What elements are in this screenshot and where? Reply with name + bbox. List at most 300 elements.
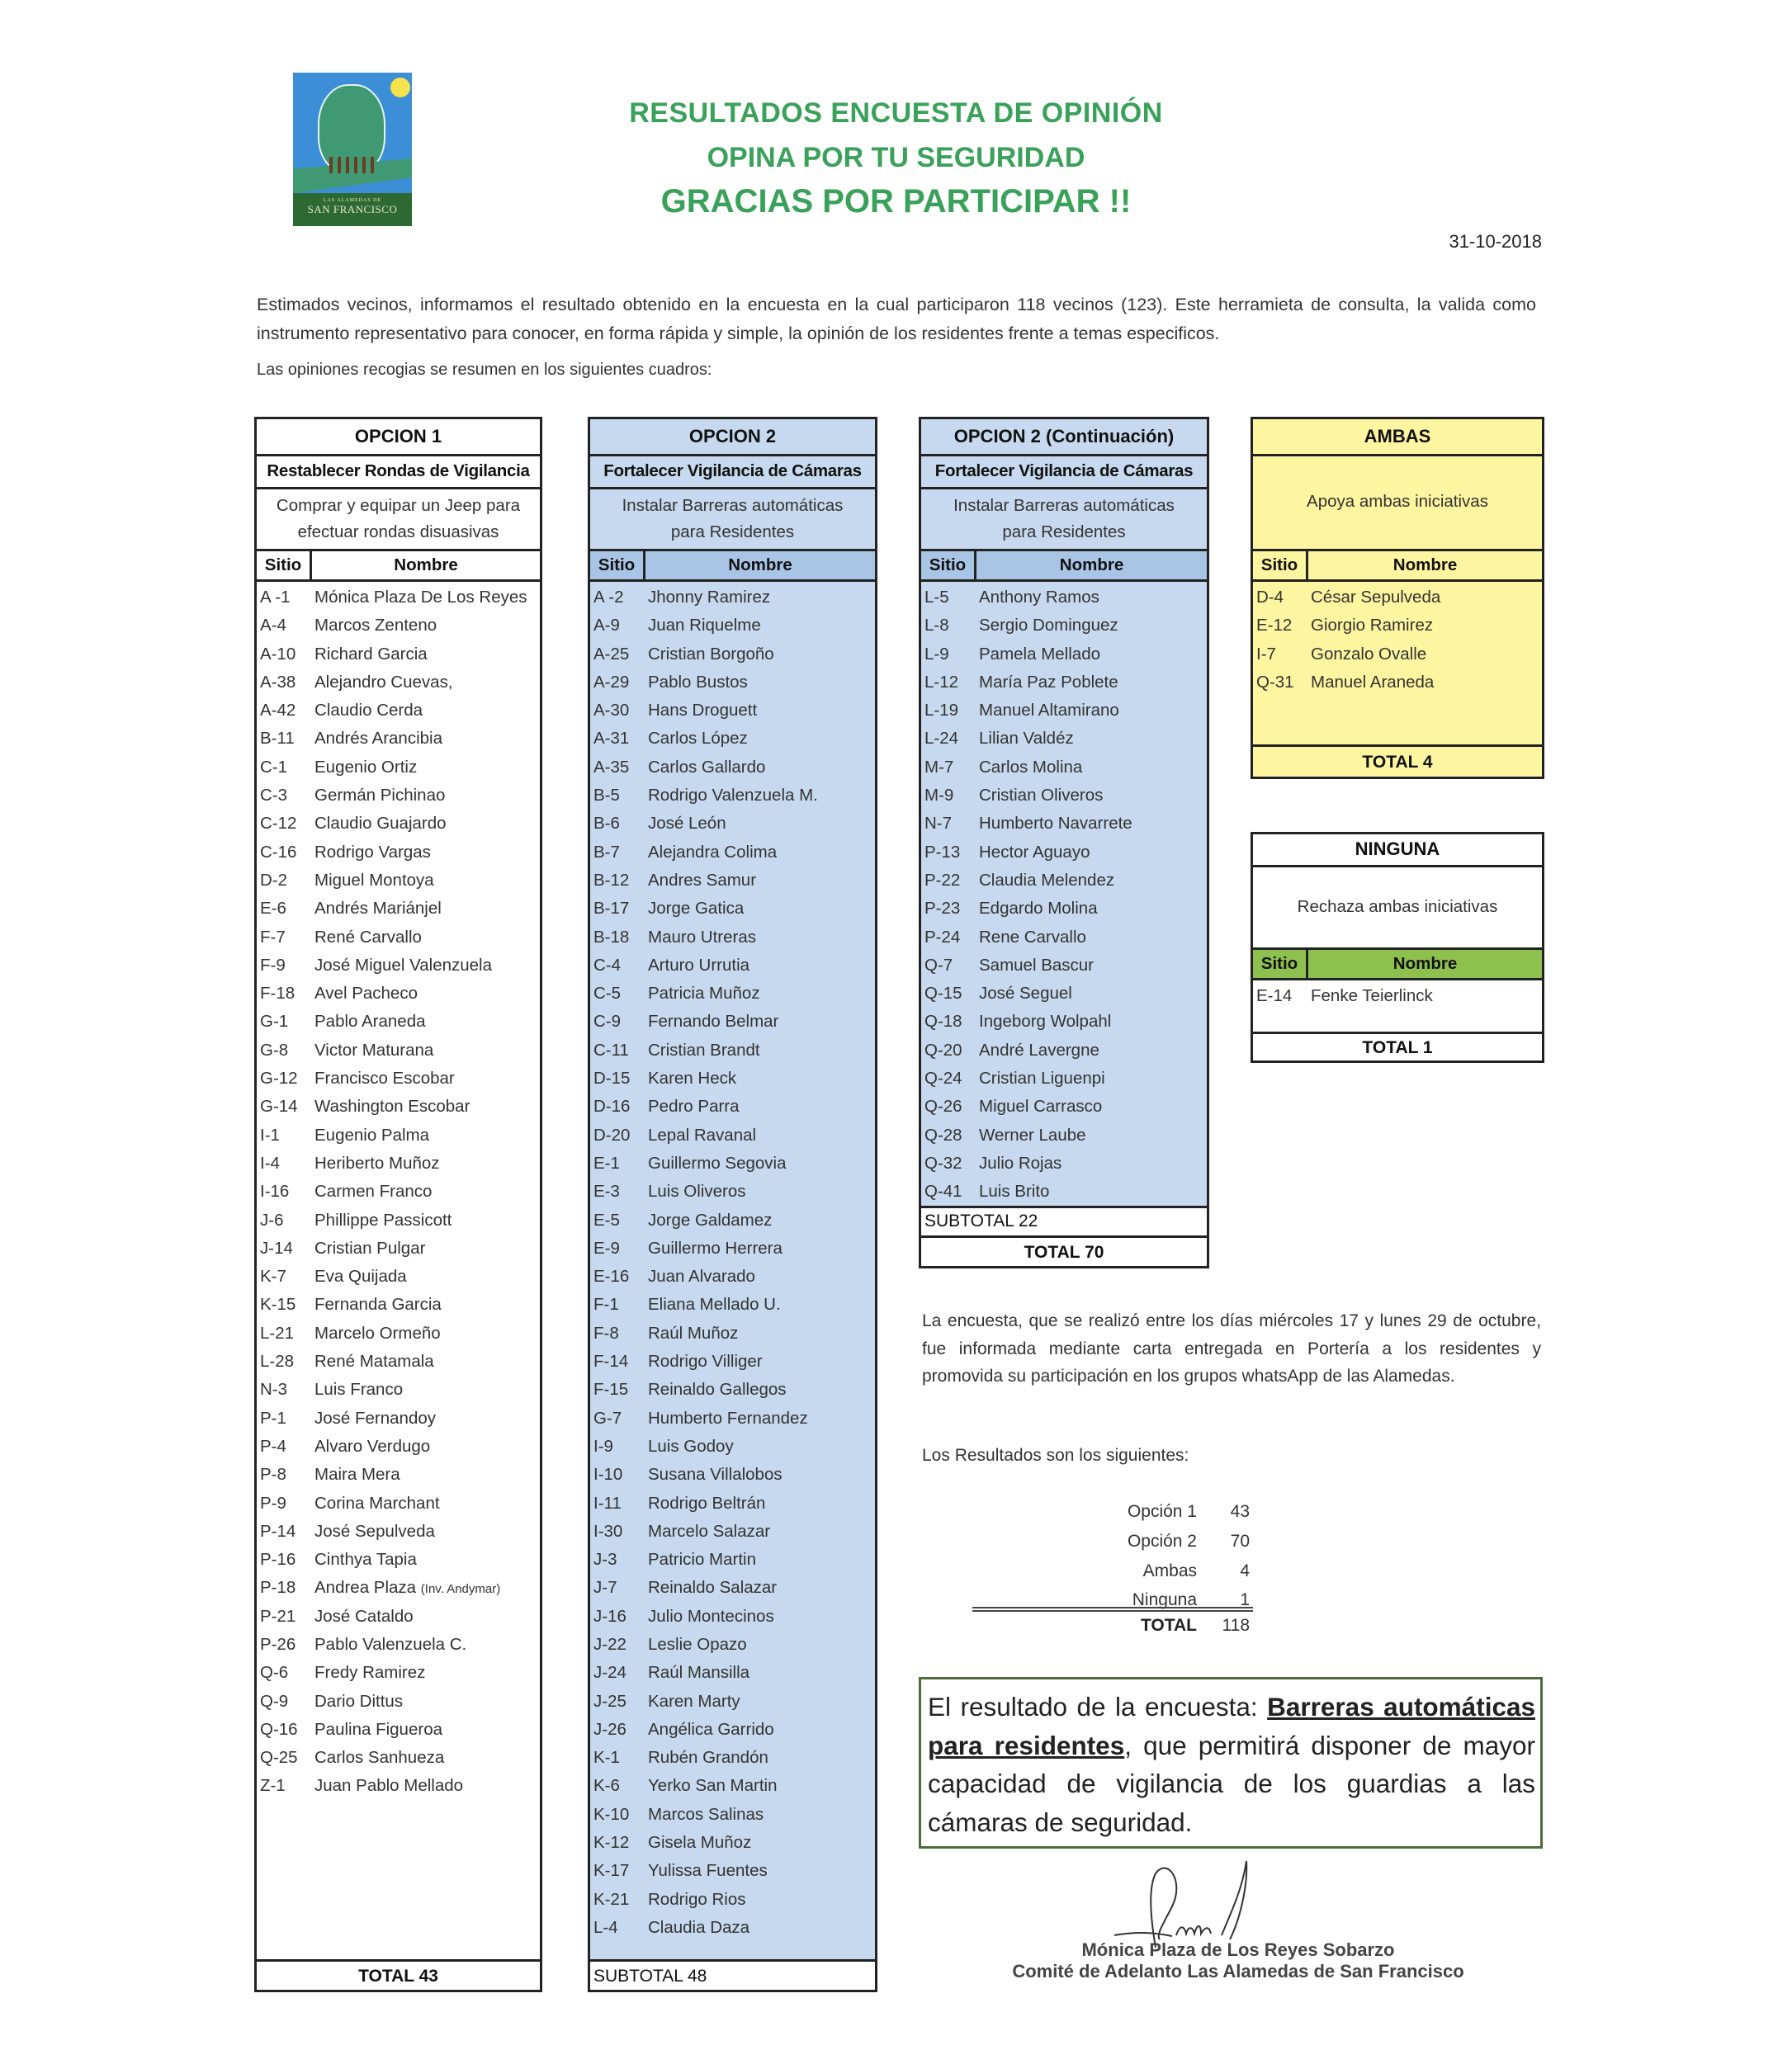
nombre-cell — [979, 952, 1207, 980]
result-value: 4 — [1240, 1561, 1250, 1580]
nombre-text: Pablo Bustos — [648, 672, 748, 692]
nombre-cell — [648, 980, 875, 1008]
nombre-cell — [648, 1744, 875, 1772]
nombre-cell — [648, 1065, 875, 1093]
nombre-text: Richard Garcia — [314, 644, 428, 664]
nombre-cell — [314, 1659, 540, 1687]
nombre-cell — [979, 980, 1207, 1008]
nombre-cell — [648, 1207, 875, 1235]
nombre-text: Heriberto Muñoz — [314, 1153, 440, 1173]
sitio-cell: Q-16 — [260, 1719, 298, 1739]
sitio-cell: L-4 — [593, 1917, 618, 1937]
opcion2-cont-column-headers — [921, 551, 1207, 582]
nombre-cell — [648, 753, 875, 782]
nombre-text: Washington Escobar — [314, 1097, 470, 1117]
sitio-cell: B-17 — [593, 899, 630, 919]
nombre-text: Mauro Utreras — [648, 927, 757, 947]
nombre-cell — [648, 583, 875, 612]
sitio-cell: E-1 — [593, 1153, 620, 1173]
sitio-cell: F-8 — [593, 1323, 619, 1343]
sitio-cell: A-29 — [593, 672, 630, 692]
opcion2-cont-subtitle: Fortalecer Vigilancia de Cámaras — [921, 456, 1207, 489]
sitio-cell: B-5 — [593, 786, 620, 805]
opcion2-total: TOTAL 70 — [919, 1235, 1209, 1268]
table-row — [921, 1093, 1207, 1121]
table-row — [590, 1207, 875, 1235]
nombre-cell — [648, 1376, 875, 1404]
table-row — [257, 1490, 540, 1518]
ambas-table — [1251, 417, 1544, 745]
nombre-cell — [648, 1150, 875, 1178]
table-row — [590, 1320, 875, 1348]
nombre-cell — [314, 612, 540, 640]
nombre-text: Miguel Carrasco — [979, 1097, 1103, 1117]
sitio-cell: I-9 — [593, 1436, 613, 1456]
nombre-text: Alejandra Colima — [648, 842, 778, 862]
nombre-cell — [314, 867, 540, 895]
sitio-cell: Z-1 — [260, 1776, 286, 1796]
sitio-cell: C-4 — [593, 955, 622, 975]
nombre-cell — [648, 838, 875, 867]
nombre-cell — [648, 1490, 875, 1518]
ambas-rows — [1253, 582, 1542, 697]
sitio-cell: I-4 — [260, 1153, 280, 1173]
nombre-text: Patricia Muñoz — [648, 984, 760, 1004]
nombre-cell — [648, 697, 875, 725]
nombre-cell — [979, 867, 1207, 895]
table-row — [590, 867, 875, 895]
nombre-cell — [979, 612, 1207, 640]
table-row — [257, 612, 540, 640]
table-row — [590, 1603, 875, 1631]
table-row — [257, 1376, 540, 1404]
nombre-note: (Inv. Andymar) — [420, 1582, 501, 1597]
nombre-text: José Fernandoy — [314, 1408, 437, 1428]
sitio-cell: I-7 — [1256, 644, 1276, 664]
table-row — [921, 1037, 1207, 1065]
nombre-text: Reinaldo Salazar — [648, 1578, 778, 1598]
table-row — [590, 1037, 875, 1065]
nombre-text: Andrés Mariánjel — [314, 899, 442, 919]
table-row — [257, 952, 540, 980]
table-row — [590, 1574, 875, 1602]
table-row — [257, 1150, 540, 1178]
opcion1-desc-line2: efectuar rondas disuasivas — [297, 522, 499, 541]
nombre-text: Jorge Gatica — [648, 899, 745, 919]
sitio-cell: L-24 — [924, 729, 959, 749]
result-label: Ambas — [1142, 1561, 1197, 1580]
sitio-cell: P-4 — [260, 1436, 286, 1456]
sitio-cell: G-1 — [260, 1012, 289, 1032]
table-row — [257, 1008, 540, 1036]
nombre-text: Jorge Galdamez — [648, 1210, 773, 1230]
nombre-cell — [648, 1857, 875, 1885]
sitio-cell: M-7 — [924, 757, 954, 777]
sitio-cell: A -1 — [260, 588, 291, 607]
sitio-cell: I-16 — [260, 1182, 290, 1202]
table-row — [590, 1405, 875, 1433]
table-row — [257, 1772, 540, 1800]
nombre-text: René Matamala — [314, 1352, 434, 1372]
nombre-text: Patricio Martin — [648, 1550, 757, 1570]
nombre-cell — [314, 782, 540, 810]
table-row — [921, 782, 1207, 810]
nombre-cell — [314, 697, 540, 725]
nombre-text: Manuel Altamirano — [979, 701, 1119, 720]
nombre-text: Marcos Zenteno — [314, 616, 437, 635]
opcion2-title: OPCION 2 — [590, 419, 875, 456]
nombre-cell — [648, 1178, 875, 1206]
sitio-cell: A-4 — [260, 616, 286, 635]
table-row — [921, 640, 1207, 668]
sitio-cell: P-24 — [924, 927, 961, 947]
sitio-header: Sitio — [590, 551, 645, 579]
table-row — [921, 668, 1207, 697]
sitio-cell: D-2 — [260, 870, 288, 890]
nombre-text: Rodrigo Beltrán — [648, 1493, 766, 1513]
opcion2-cont-subtotal: SUBTOTAL 22 — [919, 1206, 1209, 1235]
nombre-text: Victor Maturana — [314, 1040, 434, 1060]
nombre-cell — [648, 1093, 875, 1121]
table-row — [257, 1122, 540, 1150]
nombre-text: Mónica Plaza De Los Reyes — [314, 588, 527, 607]
sitio-cell: L-9 — [924, 644, 949, 664]
nombre-text: Eugenio Ortiz — [314, 757, 418, 777]
nombre-cell — [648, 725, 875, 753]
opcion1-total: TOTAL 43 — [254, 1959, 542, 1992]
sitio-cell: B-11 — [260, 729, 295, 749]
sitio-cell: E-5 — [593, 1210, 620, 1230]
nombre-text: Giorgio Ramirez — [1311, 616, 1434, 635]
sitio-cell: I-1 — [260, 1125, 280, 1145]
table-row — [257, 1320, 540, 1348]
nombre-text: Karen Heck — [648, 1069, 737, 1089]
nombre-cell — [979, 1008, 1207, 1036]
sitio-cell: C-9 — [593, 1012, 622, 1032]
sitio-cell: L-8 — [924, 616, 949, 635]
table-row — [590, 782, 875, 810]
nombre-text: José Sepulveda — [314, 1521, 435, 1541]
nombre-cell — [648, 640, 875, 668]
ambas-description: Apoya ambas iniciativas — [1253, 456, 1542, 551]
sitio-cell: K-15 — [260, 1295, 296, 1315]
table-row — [590, 838, 875, 867]
sitio-cell: F-15 — [593, 1380, 629, 1400]
nombre-cell — [314, 1574, 540, 1602]
table-row — [590, 895, 875, 923]
table-row — [921, 895, 1207, 923]
ninguna-column-headers — [1253, 950, 1542, 980]
nombre-text: Carlos Molina — [979, 757, 1083, 777]
sitio-cell: C-1 — [260, 757, 288, 777]
ambas-column-headers — [1253, 551, 1542, 582]
nombre-cell — [314, 952, 540, 980]
table-row — [590, 612, 875, 640]
nombre-text: José Miguel Valenzuela — [314, 955, 492, 975]
nombre-text: Yerko San Martin — [648, 1776, 778, 1796]
nombre-text: Manuel Araneda — [1311, 672, 1435, 692]
sitio-cell: P-8 — [260, 1465, 286, 1485]
sitio-cell: C-11 — [593, 1040, 629, 1060]
nombre-cell — [648, 1348, 875, 1376]
table-row — [257, 1348, 540, 1376]
table-row — [590, 1716, 875, 1744]
result-label: Opción 2 — [1127, 1532, 1197, 1551]
nombre-text: Alejandro Cuevas, — [314, 672, 453, 692]
signatory-name: Mónica Plaza de Los Reyes Sobarzo — [1081, 1939, 1395, 1960]
sitio-cell: Q-26 — [924, 1097, 962, 1117]
nombre-text: Rodrigo Vargas — [314, 842, 431, 862]
results-divider — [972, 1607, 1253, 1612]
nombre-text: Miguel Montoya — [314, 870, 434, 890]
nombre-cell — [314, 1461, 540, 1489]
nombre-text: Germán Pichinao — [314, 786, 446, 805]
nombre-text: Angélica Garrido — [648, 1719, 774, 1739]
nombre-cell — [314, 1490, 540, 1518]
nombre-text: Alvaro Verdugo — [314, 1436, 431, 1456]
table-row — [1253, 583, 1542, 612]
nombre-text: Werner Laube — [979, 1125, 1086, 1145]
sitio-cell: E-12 — [1256, 616, 1293, 635]
nombre-cell — [314, 923, 540, 952]
nombre-text: Andres Samur — [648, 870, 757, 890]
nombre-text: Marcelo Salazar — [648, 1521, 771, 1541]
nombre-text: Susana Villalobos — [648, 1465, 783, 1485]
sitio-cell: J-25 — [593, 1691, 626, 1711]
ninguna-total: TOTAL 1 — [1251, 1032, 1544, 1063]
nombre-text: Dario Dittus — [314, 1691, 404, 1711]
table-row — [590, 980, 875, 1008]
sitio-cell: Q-9 — [260, 1691, 289, 1711]
nombre-header: Nombre — [728, 555, 792, 574]
table-row — [921, 753, 1207, 782]
table-row — [921, 583, 1207, 612]
nombre-cell — [648, 782, 875, 810]
table-row — [590, 1122, 875, 1150]
sitio-cell: J-3 — [593, 1550, 617, 1570]
table-row — [590, 810, 875, 838]
nombre-text: Claudio Guajardo — [314, 814, 447, 834]
nombre-cell — [648, 1829, 875, 1857]
sitio-cell: Q-31 — [1256, 672, 1294, 692]
table-row — [257, 1178, 540, 1206]
sitio-cell: J-26 — [593, 1719, 626, 1739]
nombre-cell — [648, 867, 875, 895]
table-row — [590, 583, 875, 612]
sun-icon — [390, 78, 410, 97]
table-row — [590, 1461, 875, 1489]
results-total-value: 118 — [1222, 1616, 1250, 1635]
nombre-cell — [648, 1603, 875, 1631]
table-row — [257, 697, 540, 725]
table-row — [921, 725, 1207, 753]
sitio-cell: Q-20 — [924, 1040, 962, 1060]
sitio-cell: E-16 — [593, 1267, 630, 1287]
nombre-cell — [979, 810, 1207, 838]
sitio-cell: A-42 — [260, 701, 296, 720]
nombre-cell — [648, 1235, 875, 1263]
sitio-cell: Q-28 — [924, 1125, 962, 1145]
table-row — [257, 1603, 540, 1631]
sitio-cell: P-23 — [924, 899, 961, 919]
table-row — [257, 1065, 540, 1093]
opcion2-cont-desc-line2: para Residentes — [1002, 522, 1126, 541]
table-row — [1253, 982, 1542, 1010]
nombre-text: Lilian Valdéz — [979, 729, 1074, 749]
sitio-cell: D-20 — [593, 1125, 631, 1145]
nombre-text: Rodrigo Rios — [648, 1889, 746, 1909]
sitio-cell: L-21 — [260, 1323, 295, 1343]
sitio-header: Sitio — [1253, 551, 1308, 579]
sitio-cell: L-19 — [924, 701, 959, 720]
nombre-cell — [648, 612, 875, 640]
nombre-cell — [979, 583, 1207, 612]
table-row — [590, 640, 875, 668]
sitio-cell: C-16 — [260, 842, 297, 862]
nombre-text: Sergio Dominguez — [979, 616, 1118, 635]
nombre-cell — [314, 668, 540, 697]
table-row — [590, 1886, 875, 1914]
nombre-text: Samuel Bascur — [979, 955, 1095, 975]
nombre-cell — [314, 810, 540, 838]
table-row — [590, 1518, 875, 1546]
nombre-text: Rubén Grandón — [648, 1748, 768, 1768]
sitio-cell: B-7 — [593, 842, 620, 862]
nombre-cell — [648, 1122, 875, 1150]
sitio-cell: K-1 — [593, 1748, 620, 1768]
table-row — [257, 668, 540, 697]
nombre-text: Paulina Figueroa — [314, 1719, 442, 1739]
sitio-cell: C-12 — [260, 814, 297, 834]
table-row — [590, 1490, 875, 1518]
table-row — [921, 980, 1207, 1008]
nombre-cell — [314, 1348, 540, 1376]
nombre-cell — [314, 1093, 540, 1121]
sitio-cell: P-18 — [260, 1578, 296, 1598]
table-row — [257, 1744, 540, 1772]
result-label: Ninguna — [1132, 1590, 1197, 1609]
sitio-cell: J-7 — [593, 1578, 617, 1598]
nombre-cell — [314, 1405, 540, 1433]
nombre-cell — [979, 1122, 1207, 1150]
nombre-text: Carmen Franco — [314, 1182, 433, 1202]
sitio-cell: D-16 — [593, 1097, 631, 1117]
nombre-cell — [648, 1688, 875, 1716]
nombre-cell — [648, 1546, 875, 1574]
opcion1-column-headers — [257, 551, 540, 582]
nombre-text: Raúl Mansilla — [648, 1663, 750, 1683]
nombre-text: Guillermo Segovia — [648, 1153, 787, 1173]
nombre-cell — [314, 1376, 540, 1404]
nombre-text: José León — [648, 814, 726, 834]
nombre-cell — [648, 668, 875, 697]
sitio-cell: Q-6 — [260, 1663, 289, 1683]
nombre-cell — [314, 725, 540, 753]
nombre-text: Eugenio Palma — [314, 1125, 430, 1145]
sitio-cell: A-10 — [260, 644, 296, 664]
nombre-text: Andrés Arancibia — [314, 729, 442, 749]
nombre-text: Fernanda Garcia — [314, 1295, 442, 1315]
ambas-title: AMBAS — [1253, 419, 1542, 456]
opcion2-rows — [590, 582, 875, 1942]
nombre-cell — [648, 923, 875, 952]
nombre-text: Pablo Valenzuela C. — [314, 1634, 467, 1654]
nombre-text: Carlos Sanhueza — [314, 1748, 445, 1768]
nombre-text: Cristian Liguenpi — [979, 1069, 1105, 1089]
opcion1-desc-line1: Comprar y equipar un Jeep para — [276, 496, 521, 515]
nombre-text: José Cataldo — [314, 1606, 414, 1626]
nombre-text: Yulissa Fuentes — [648, 1861, 768, 1881]
table-row — [257, 838, 540, 867]
nombre-header: Nombre — [394, 555, 458, 574]
nombre-cell — [979, 1093, 1207, 1121]
table-row — [590, 1263, 875, 1291]
conclusion-box — [919, 1677, 1543, 1849]
nombre-text: Eliana Mellado U. — [648, 1295, 781, 1315]
table-row — [590, 753, 875, 782]
nombre-text: Cristian Oliveros — [979, 786, 1104, 805]
title-line-1: RESULTADOS ENCUESTA DE OPINIÓN — [629, 97, 1163, 129]
nombre-header: Nombre — [1392, 555, 1458, 574]
table-row — [590, 1150, 875, 1178]
opcion1-subtitle: Restablecer Rondas de Vigilancia — [257, 456, 540, 489]
sitio-cell: C-3 — [260, 786, 288, 805]
opcion2-subtitle: Fortalecer Vigilancia de Cámaras — [590, 456, 875, 489]
nombre-cell — [648, 1291, 875, 1319]
sitio-cell: G-12 — [260, 1069, 298, 1089]
nombre-text: José Seguel — [979, 984, 1072, 1004]
nombre-cell — [648, 1716, 875, 1744]
sitio-cell: J-24 — [593, 1663, 626, 1683]
result-value: 1 — [1240, 1590, 1250, 1609]
nombre-text: Julio Montecinos — [648, 1606, 774, 1626]
nombre-text: Raúl Muñoz — [648, 1323, 739, 1343]
sitio-cell: K-10 — [593, 1804, 630, 1824]
nombre-cell — [314, 1037, 540, 1065]
table-row — [921, 1150, 1207, 1178]
table-row — [257, 867, 540, 895]
sitio-cell: P-22 — [924, 870, 961, 890]
sitio-cell: F-7 — [260, 927, 286, 947]
table-row — [257, 725, 540, 753]
nombre-cell — [979, 895, 1207, 923]
sitio-cell: K-12 — [593, 1833, 630, 1853]
nombre-cell — [314, 1150, 540, 1178]
table-row — [921, 697, 1207, 725]
nombre-text: Avel Pacheco — [314, 984, 418, 1004]
nombre-text: Pablo Araneda — [314, 1012, 426, 1032]
table-row — [590, 725, 875, 753]
table-row — [257, 583, 540, 612]
title-line-3: GRACIAS POR PARTICIPAR !! — [660, 183, 1132, 220]
table-row — [257, 640, 540, 668]
sitio-cell: F-18 — [260, 984, 296, 1004]
nombre-cell — [314, 895, 540, 923]
nombre-cell — [979, 782, 1207, 810]
sitio-cell: Q-25 — [260, 1748, 298, 1768]
nombre-cell — [314, 1716, 540, 1744]
table-row — [590, 1688, 875, 1716]
nombre-text: Carlos Gallardo — [648, 757, 766, 777]
nombre-text: Juan Riquelme — [648, 616, 761, 635]
nombre-text: Eva Quijada — [314, 1267, 407, 1287]
nombre-cell — [1311, 583, 1542, 612]
sitio-cell: A-9 — [593, 616, 620, 635]
nombre-text: Hector Aguayo — [979, 842, 1090, 862]
nombre-cell — [314, 1263, 540, 1291]
sitio-cell: P-14 — [260, 1521, 296, 1541]
table-row — [257, 753, 540, 782]
